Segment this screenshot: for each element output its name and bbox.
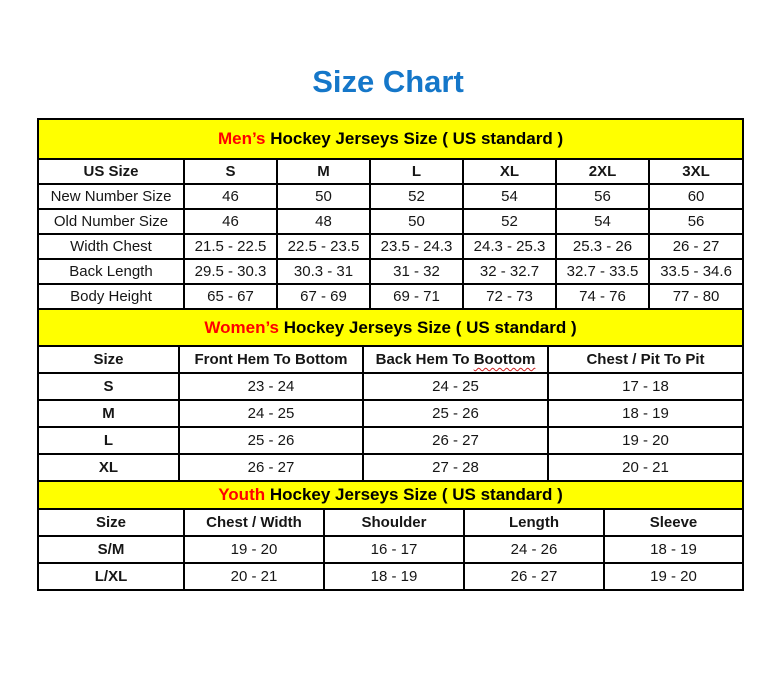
size-value-cell: 24 - 26: [464, 536, 604, 563]
youth-banner-text: Hockey Jerseys Size ( US standard ): [265, 485, 563, 504]
size-value-cell: 67 - 69: [277, 284, 370, 309]
size-value-cell: 24.3 - 25.3: [463, 234, 556, 259]
mens-row-label: Old Number Size: [38, 209, 184, 234]
mens-column-header: L: [370, 159, 463, 184]
size-value-cell: 19 - 20: [604, 563, 743, 590]
table-row: [38, 234, 743, 259]
mens-row-label: Width Chest: [38, 234, 184, 259]
size-value-cell: 72 - 73: [463, 284, 556, 309]
womens-banner-text: Hockey Jerseys Size ( US standard ): [279, 317, 577, 337]
mens-row-label: Body Height: [38, 284, 184, 309]
youth-column-header: Shoulder: [324, 509, 464, 536]
size-value-cell: 25 - 26: [363, 400, 548, 427]
size-value-cell: 21.5 - 22.5: [184, 234, 277, 259]
youth-banner: [38, 481, 743, 509]
mens-column-header: US Size: [38, 159, 184, 184]
womens-row-label: S: [38, 373, 179, 400]
table-row: [38, 400, 743, 427]
size-value-cell: 46: [184, 184, 277, 209]
size-value-cell: 50: [370, 209, 463, 234]
size-value-cell: 74 - 76: [556, 284, 649, 309]
size-value-cell: 50: [277, 184, 370, 209]
misspelled-word: Boottom: [473, 351, 536, 368]
size-value-cell: 31 - 32: [370, 259, 463, 284]
youth-banner-row: [38, 481, 743, 509]
size-value-cell: 18 - 19: [324, 563, 464, 590]
womens-row-label: M: [38, 400, 179, 427]
womens-column-header: [363, 346, 548, 373]
size-value-cell: 56: [649, 209, 743, 234]
womens-column-header: Size: [38, 346, 179, 373]
size-value-cell: 17 - 18: [548, 373, 743, 400]
size-value-cell: 29.5 - 30.3: [184, 259, 277, 284]
womens-size-table: [37, 308, 744, 482]
table-row: [38, 454, 743, 481]
size-value-cell: 48: [277, 209, 370, 234]
table-row: [38, 209, 743, 234]
size-value-cell: 77 - 80: [649, 284, 743, 309]
mens-column-header: 2XL: [556, 159, 649, 184]
mens-column-header: M: [277, 159, 370, 184]
mens-banner-highlight: Men’s: [217, 129, 266, 148]
size-value-cell: 25 - 26: [179, 427, 363, 454]
size-value-cell: 26 - 27: [649, 234, 743, 259]
mens-column-header: 3XL: [649, 159, 743, 184]
size-value-cell: 20 - 21: [548, 454, 743, 481]
womens-column-header: Chest / Pit To Pit: [548, 346, 743, 373]
mens-size-table: [37, 118, 744, 310]
womens-banner: [38, 309, 743, 346]
youth-banner-highlight: Youth: [218, 485, 266, 504]
mens-row-label: Back Length: [38, 259, 184, 284]
size-value-cell: 25.3 - 26: [556, 234, 649, 259]
table-row: [38, 427, 743, 454]
mens-column-header: XL: [463, 159, 556, 184]
size-value-cell: 16 - 17: [324, 536, 464, 563]
youth-column-header: Chest / Width: [184, 509, 324, 536]
size-value-cell: 54: [556, 209, 649, 234]
mens-banner: [38, 119, 743, 159]
womens-row-label: XL: [38, 454, 179, 481]
size-value-cell: 60: [649, 184, 743, 209]
womens-column-header: Front Hem To Bottom: [179, 346, 363, 373]
youth-header-row: [38, 509, 743, 536]
size-value-cell: 56: [556, 184, 649, 209]
size-value-cell: 32.7 - 33.5: [556, 259, 649, 284]
size-value-cell: 22.5 - 23.5: [277, 234, 370, 259]
youth-column-header: Sleeve: [604, 509, 743, 536]
size-value-cell: 18 - 19: [604, 536, 743, 563]
size-value-cell: 33.5 - 34.6: [649, 259, 743, 284]
mens-banner-text: Hockey Jerseys Size ( US standard ): [265, 129, 564, 148]
table-row: [38, 284, 743, 309]
womens-row-label: L: [38, 427, 179, 454]
size-chart-tables: [37, 118, 742, 591]
youth-row-label: L/XL: [38, 563, 184, 590]
page-title: Size Chart: [312, 64, 464, 99]
size-value-cell: 19 - 20: [548, 427, 743, 454]
mens-column-header: S: [184, 159, 277, 184]
size-value-cell: 65 - 67: [184, 284, 277, 309]
youth-column-header: Length: [464, 509, 604, 536]
size-value-cell: 32 - 32.7: [463, 259, 556, 284]
size-value-cell: 24 - 25: [363, 373, 548, 400]
size-value-cell: 20 - 21: [184, 563, 324, 590]
size-value-cell: 30.3 - 31: [277, 259, 370, 284]
womens-column-header-text: Back Hem To: [375, 351, 474, 368]
mens-banner-row: [38, 119, 743, 159]
youth-size-table: [37, 480, 744, 591]
size-value-cell: 52: [463, 209, 556, 234]
mens-row-label: New Number Size: [38, 184, 184, 209]
table-row: [38, 536, 743, 563]
size-value-cell: 26 - 27: [363, 427, 548, 454]
womens-header-row: [38, 346, 743, 373]
size-value-cell: 23.5 - 24.3: [370, 234, 463, 259]
youth-column-header: Size: [38, 509, 184, 536]
size-value-cell: 26 - 27: [464, 563, 604, 590]
size-value-cell: 69 - 71: [370, 284, 463, 309]
youth-row-label: S/M: [38, 536, 184, 563]
size-value-cell: 46: [184, 209, 277, 234]
size-value-cell: 23 - 24: [179, 373, 363, 400]
table-row: [38, 373, 743, 400]
size-value-cell: 54: [463, 184, 556, 209]
mens-header-row: [38, 159, 743, 184]
table-row: [38, 184, 743, 209]
size-value-cell: 27 - 28: [363, 454, 548, 481]
size-value-cell: 52: [370, 184, 463, 209]
size-value-cell: 19 - 20: [184, 536, 324, 563]
table-row: [38, 563, 743, 590]
womens-banner-row: [38, 309, 743, 346]
size-value-cell: 18 - 19: [548, 400, 743, 427]
table-row: [38, 259, 743, 284]
size-value-cell: 26 - 27: [179, 454, 363, 481]
womens-banner-highlight: Women’s: [204, 317, 279, 337]
size-value-cell: 24 - 25: [179, 400, 363, 427]
